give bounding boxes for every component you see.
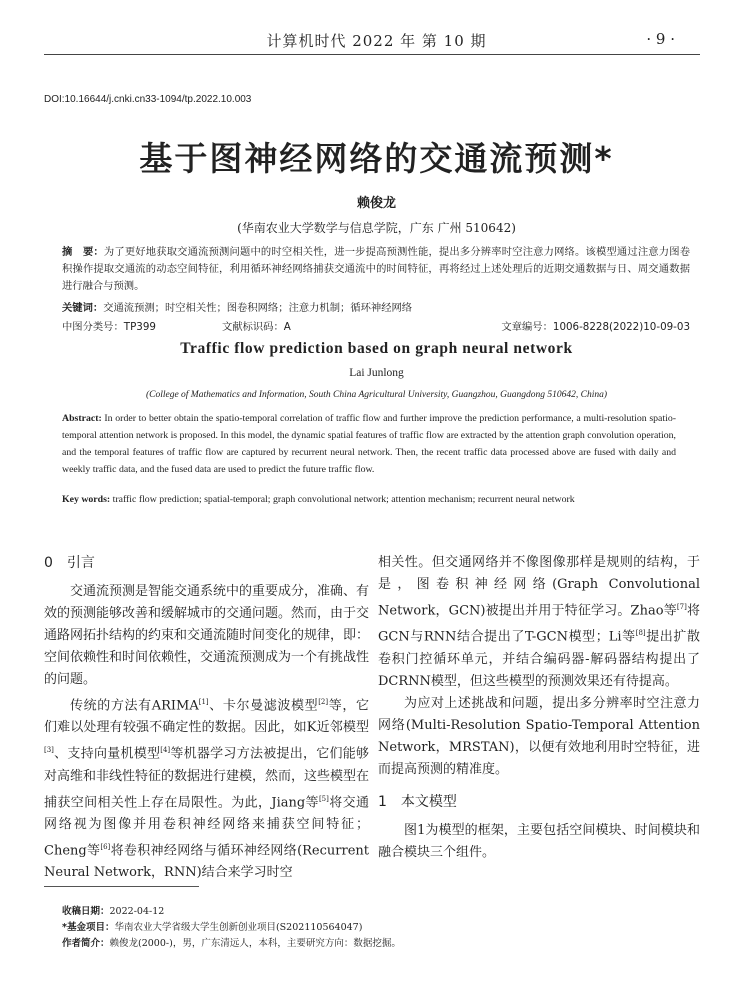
citation-ref: [7]	[676, 603, 687, 611]
keywords-en-text: traffic flow prediction; spatial-temporal; graph convolutional network; attention mechanism; recurrent neural network	[112, 494, 575, 505]
section-heading-model: 1 本文模型	[378, 793, 457, 810]
classification-row	[62, 318, 690, 333]
page-number: · 9 ·	[646, 30, 675, 48]
footnote-bio	[62, 936, 662, 952]
header-divider	[44, 54, 700, 55]
paragraph-2	[44, 691, 369, 884]
text-run: 将交通网络视为图像并用卷积神经网络来捕获空间特征；Cheng等	[44, 794, 369, 859]
abstract-cn-label: 摘 要：	[62, 246, 104, 258]
abstract-en	[62, 410, 676, 478]
paragraph-2-continued	[378, 552, 700, 693]
citation-ref: [1]	[198, 698, 209, 706]
footnote-text: 赖俊龙(2000-)，男，广东清远人，本科，主要研究方向：数据挖掘。	[109, 938, 401, 949]
doi-line: DOI:10.16644/j.cnki.cn33-1094/tp.2022.10.003	[44, 94, 252, 105]
footnotes	[62, 904, 662, 952]
citation-ref: [6]	[100, 842, 111, 851]
english-affiliation: (College of Mathematics and Information, South China Agricultural University, Guangzhou, Guangdong 510642, China)	[145, 390, 608, 400]
text-run: 等，它们难以处理有较强不确定性的数据。因此，如K近邻模型	[44, 698, 369, 736]
text-run: 相关性。但交通网络并不像图像那样是规则的结构，于是，图卷积神经网络(Graph Convolutional Network，GCN)被提出并用于特征学习。Zhao等	[378, 555, 700, 619]
citation-ref: [3]	[44, 746, 54, 755]
author-affiliation: (华南农业大学数学与信息学院，广东 广州 510642)	[237, 221, 516, 235]
footnote-received	[62, 904, 662, 920]
footnote-label: 收稿日期：	[62, 906, 110, 917]
document-code: 文献标识码：A	[222, 321, 291, 333]
text-run: 传统的方法有ARIMA	[70, 698, 199, 714]
keywords-cn-text: 交通流预测；时空相关性；图卷积网络；注意力机制；循环神经网络	[103, 302, 413, 314]
keywords-cn-label: 关键词：	[62, 302, 104, 314]
footnote-label: *基金项目：	[62, 922, 115, 933]
abstract-en-label: Abstract:	[62, 413, 102, 424]
citation-ref: [2]	[318, 698, 329, 706]
footnote-text: 华南农业大学省级大学生创新创业项目(S202110564047)	[114, 922, 363, 933]
article-number: 文章编号：1006-8228(2022)10-09-03	[501, 321, 690, 333]
abstract-en-text: In order to better obtain the spatio-temporal correlation of traffic flow and further improve the prediction performance, a multi-resolution spatio-temporal attention network is proposed. In this model, the dynamic spatial features of traffic flow are extracted by the attention graph convolution operation, and the temporal features of traffic flow are captured by recurrent neural network. Then, the recent traffic data processed above are fused with daily and weekly traffic data, and the fused data are used to predict the future traffic flow.	[62, 413, 676, 475]
text-run: 将GCN与RNN结合提出了T-GCN模型；Li等	[378, 603, 700, 645]
journal-header: 计算机时代 2022 年 第 10 期	[266, 32, 487, 50]
paragraph-1: 交通流预测是智能交通系统中的重要成分，准确、有效的预测能够改善和缓解城市的交通问题。然而，由于交通路网拓扑结构的约束和交通流随时间变化的规律，即：空间依赖性和时间依赖性，交通流预测成为一个有挑战性的问题。	[44, 584, 370, 687]
english-author: Lai Junlong	[349, 367, 404, 379]
footnote-text: 2022-04-12	[109, 906, 165, 917]
text-run: 、支持向量机模型	[53, 746, 161, 762]
keywords-en-label: Key words:	[62, 494, 111, 505]
footnote-fund	[62, 920, 662, 936]
english-title: Traffic flow prediction based on graph neural network	[180, 340, 573, 357]
body-column-right	[378, 552, 700, 864]
text-run: 将卷积神经网络与循环神经网络(Recurrent Neural Network，RNN)结合来学习时空	[44, 843, 369, 881]
author-name: 赖俊龙	[356, 196, 396, 211]
footnote-divider	[44, 886, 199, 887]
paragraph-4: 图1为模型的框架，主要包括空间模块、时间模块和融合模块三个组件。	[378, 822, 700, 860]
text-run: 等机器学习方法被提出，它们能够对高维和非线性特征的数据进行建模，然而，这些模型在捕获空间相关性上存在局限性。为此，Jiang等	[44, 746, 370, 810]
abstract-cn-text: 为了更好地获取交通流预测问题中的时空相关性，进一步提高预测性能，提出多分辨率时空注意力网络。该模型通过注意力图卷积操作提取交通流的动态空间特征，利用循环神经网络捕获交通流中的时间特征，再将经过上述处理后的近期交通数据与日、周交通数据进行融合与预测。	[62, 246, 691, 292]
citation-ref: [4]	[160, 746, 171, 755]
section-heading-intro: 0 引言	[44, 555, 95, 571]
clc-number: 中图分类号：TP399	[62, 321, 156, 333]
citation-ref: [5]	[318, 794, 329, 803]
citation-ref: [8]	[635, 629, 646, 638]
footnote-label: 作者简介：	[62, 938, 110, 949]
paper-title: 基于图神经网络的交通流预测*	[139, 139, 614, 178]
body-column-left	[44, 552, 369, 884]
paragraph-3: 为应对上述挑战和问题，提出多分辨率时空注意力网络(Multi-Resolution Spatio-Temporal Attention Network，MRSTAN)，以便有效地利用时空特征，进而提高预测的精准度。	[378, 695, 700, 777]
text-run: 、卡尔曼滤波模型	[208, 698, 319, 714]
keywords-en	[62, 494, 690, 505]
keywords-cn	[62, 299, 690, 314]
abstract-cn	[62, 244, 690, 295]
text-run: 提出扩散卷积门控循环单元，并结合编码器-解码器结构提出了DCRNN模型，但这些模型的预测效果还有待提高。	[378, 629, 700, 689]
